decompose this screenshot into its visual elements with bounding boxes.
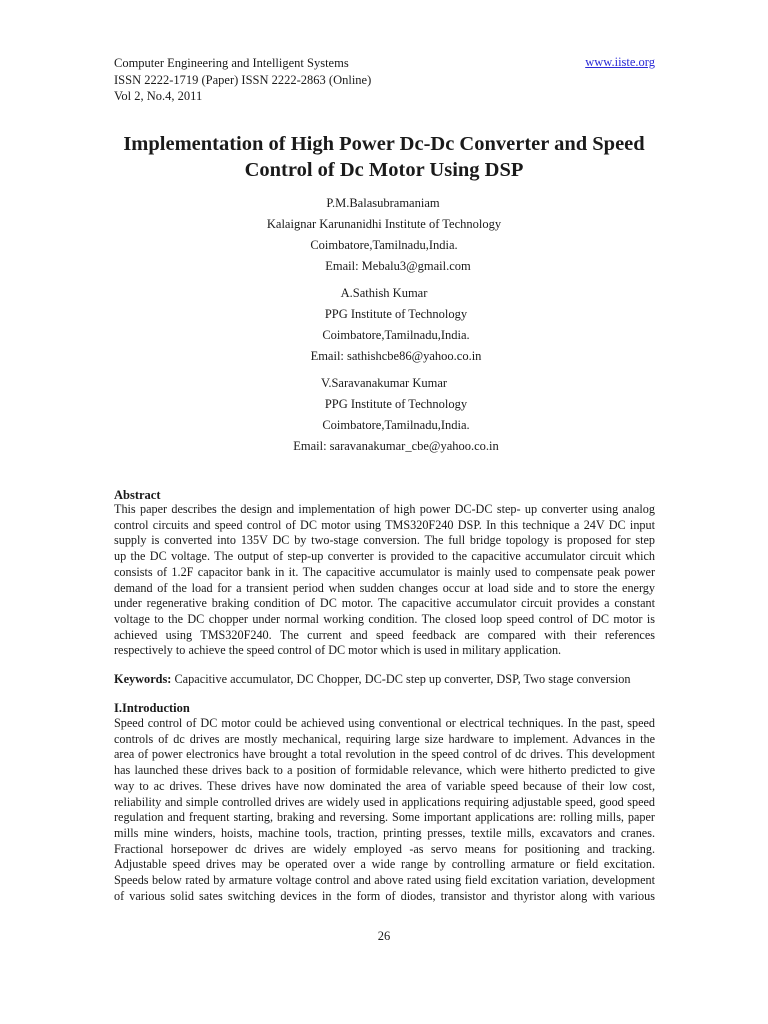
intro-line: has launched these drives back to a position of formidable relevance, which were hitherto predicted to give (114, 763, 655, 778)
intro-line: of various solid sates switching devices in the form of diodes, transistor and thyristor along with various (114, 888, 655, 903)
intro-line: area of power electronics have brought a total revolution in the speed control of dc drives. This development (114, 747, 655, 762)
author-2-location: Coimbatore,Tamilnadu,India. (322, 328, 470, 342)
intro-line: Adjustable speed drives may be operated over a wide range by controlling armature or field excitation. (114, 857, 655, 872)
author-3-name: V.Saravanakumar Kumar (320, 376, 448, 390)
author-block-2 (0, 283, 768, 367)
abstract-line: demand of the load for a transient period when sudden changes occur at load side and to store the energy (114, 580, 655, 595)
abstract-line: This paper describes the design and implementation of high power DC-DC step- up converter using analog (114, 502, 655, 516)
abstract-heading: Abstract (114, 488, 161, 502)
author-2-institute: PPG Institute of Technology (324, 307, 468, 321)
intro-line: Speed control of DC motor could be achieved using conventional or electrical techniques. In the past, speed (114, 716, 655, 730)
intro-line: Fractional horsepower dc drives are widely employed -as servo means for positioning and tracking. (114, 841, 655, 856)
journal-name: Computer Engineering and Intelligent Systems (114, 56, 349, 70)
intro-line: reliability and simple controlled drives are widely used in applications requiring adjustable speed, good speed (114, 794, 655, 809)
journal-issn: ISSN 2222-1719 (Paper) ISSN 2222-2863 (Online) (114, 72, 372, 87)
introduction-heading: I.Introduction (114, 701, 190, 715)
page-number: 26 (377, 929, 391, 943)
journal-website-link[interactable]: www.iiste.org (585, 55, 655, 69)
abstract-line: up the DC voltage. The output of step-up converter is provided to the capacitive accumulator circuit which (114, 549, 655, 564)
author-3-institute: PPG Institute of Technology (324, 397, 468, 411)
intro-line: mills mine winders, hoists, machine tools, traction, printing presses, textile mills, excavators and cranes. (114, 825, 655, 840)
author-1-name: P.M.Balasubramaniam (326, 196, 440, 210)
keywords (114, 672, 631, 687)
keywords-label: Keywords: (114, 672, 172, 686)
abstract-line: achieved using TMS320F240. The current and speed feedback are compared with their references (114, 627, 655, 642)
journal-header (114, 55, 371, 105)
abstract-line: supply is converted into 135V DC by two-stage conversion. The full bridge topology is proposed for step (114, 533, 655, 548)
author-3-location: Coimbatore,Tamilnadu,India. (322, 418, 470, 432)
abstract-line: respectively to achieve the speed control of DC motor which is used in military application. (114, 643, 562, 658)
intro-line: regulation and frequent starting, braking and reversing. Some important applications are: rolling mills, paper (114, 810, 655, 825)
intro-line: Speeds below rated by armature voltage control and above rated using field excitation variation, development (114, 873, 655, 888)
abstract-body (114, 502, 655, 659)
author-2-name: A.Sathish Kumar (340, 286, 428, 300)
paper-title (100, 131, 668, 183)
author-1-institute: Kalaignar Karunanidhi Institute of Technology (266, 217, 502, 231)
abstract-line: under regenerative braking condition of DC motor. The capacitive accumulator circuit provides a constant (114, 596, 655, 611)
abstract-line: voltage to the DC chopper under normal working condition. The closed loop speed control of DC motor is (114, 611, 655, 626)
keywords-text: Capacitive accumulator, DC Chopper, DC-DC step up converter, DSP, Two stage conversion (171, 672, 631, 686)
abstract-line: control circuits and speed control of DC motor using TMS320F240 DSP. In this technique a 24V DC input (114, 517, 655, 532)
abstract-line: consists of 1.2F capacitor bank in it. The capacitive accumulator is mainly used to compensate peak power (114, 564, 655, 579)
introduction-body (114, 716, 655, 904)
title-line-2: Control of Dc Motor Using DSP (244, 159, 524, 181)
intro-line: controls of dc drives are mostly mechanical, requiring large size hardware to implement. Advances in the (114, 731, 655, 746)
author-block-3 (0, 373, 768, 457)
author-2-email: Email: sathishcbe86@yahoo.co.in (310, 349, 482, 363)
intro-line: way to ac drives. These drives have now dominated the area of variable speed because of their low cost, (114, 778, 655, 793)
journal-volume: Vol 2, No.4, 2011 (114, 89, 203, 103)
author-3-email: Email: saravanakumar_cbe@yahoo.co.in (293, 439, 499, 453)
title-line-1: Implementation of High Power Dc-Dc Converter and Speed (123, 133, 645, 155)
author-1-location: Coimbatore,Tamilnadu,India. (310, 238, 458, 252)
author-1-email: Email: Mebalu3@gmail.com (325, 259, 471, 273)
author-block-1 (0, 193, 768, 277)
